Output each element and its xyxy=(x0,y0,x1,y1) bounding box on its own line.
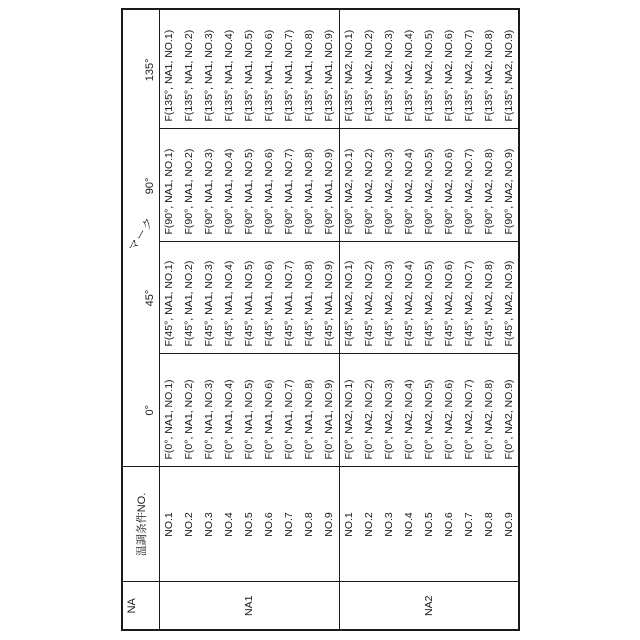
cell-f0: F(0°, NA1, NO.7) xyxy=(279,354,299,467)
cell-f90: F(90°, NA2, NO.1) xyxy=(339,129,359,242)
cell-f135: F(135°, NA1, NO.2) xyxy=(179,9,199,129)
cell-f90: F(90°, NA2, NO.3) xyxy=(379,129,399,242)
cell-f90: F(90°, NA2, NO.2) xyxy=(359,129,379,242)
table-row xyxy=(439,9,459,630)
table-row xyxy=(339,9,359,630)
cell-f45: F(45°, NA2, NO.4) xyxy=(399,242,419,354)
cell-f45: F(45°, NA1, NO.6) xyxy=(259,242,279,354)
cell-f135: F(135°, NA2, NO.5) xyxy=(419,9,439,129)
cell-f45: F(45°, NA2, NO.9) xyxy=(499,242,519,354)
cell-f0: F(0°, NA2, NO.1) xyxy=(339,354,359,467)
cell-f135: F(135°, NA2, NO.3) xyxy=(379,9,399,129)
table-row xyxy=(459,9,479,630)
condition-no-cell: NO.9 xyxy=(499,467,519,582)
cell-f135: F(135°, NA2, NO.9) xyxy=(499,9,519,129)
condition-no-cell: NO.6 xyxy=(439,467,459,582)
cell-f0: F(0°, NA2, NO.2) xyxy=(359,354,379,467)
cell-f90: F(90°, NA1, NO.7) xyxy=(279,129,299,242)
cell-f45: F(45°, NA1, NO.9) xyxy=(319,242,339,354)
cell-f90: F(90°, NA1, NO.8) xyxy=(299,129,319,242)
cell-f135: F(135°, NA1, NO.9) xyxy=(319,9,339,129)
condition-no-cell: NO.7 xyxy=(459,467,479,582)
header-angle-45: 45° xyxy=(143,289,156,307)
table-row xyxy=(479,9,499,630)
cell-f90: F(90°, NA2, NO.9) xyxy=(499,129,519,242)
cell-f0: F(0°, NA2, NO.7) xyxy=(459,354,479,467)
table-row xyxy=(319,9,339,630)
condition-no-cell: NO.1 xyxy=(339,467,359,582)
header-angle-90: 90° xyxy=(143,177,156,195)
cell-f45: F(45°, NA1, NO.5) xyxy=(239,242,259,354)
cell-f0: F(0°, NA1, NO.6) xyxy=(259,354,279,467)
cell-f0: F(0°, NA1, NO.8) xyxy=(299,354,319,467)
cell-f135: F(135°, NA1, NO.4) xyxy=(219,9,239,129)
cell-f0: F(0°, NA2, NO.5) xyxy=(419,354,439,467)
cell-f45: F(45°, NA1, NO.7) xyxy=(279,242,299,354)
cell-f45: F(45°, NA1, NO.4) xyxy=(219,242,239,354)
cell-f135: F(135°, NA1, NO.5) xyxy=(239,9,259,129)
cell-f45: F(45°, NA2, NO.6) xyxy=(439,242,459,354)
cell-f45: F(45°, NA1, NO.3) xyxy=(199,242,219,354)
header-na: NA xyxy=(122,582,159,630)
cell-f0: F(0°, NA2, NO.6) xyxy=(439,354,459,467)
cell-f90: F(90°, NA2, NO.6) xyxy=(439,129,459,242)
condition-no-cell: NO.8 xyxy=(299,467,319,582)
cell-f90: F(90°, NA2, NO.4) xyxy=(399,129,419,242)
cell-f45: F(45°, NA2, NO.3) xyxy=(379,242,399,354)
condition-no-cell: NO.2 xyxy=(359,467,379,582)
cell-f45: F(45°, NA2, NO.7) xyxy=(459,242,479,354)
table-row xyxy=(279,9,299,630)
cell-f0: F(0°, NA1, NO.9) xyxy=(319,354,339,467)
condition-no-cell: NO.4 xyxy=(219,467,239,582)
cell-f0: F(0°, NA1, NO.1) xyxy=(159,354,179,467)
cell-f0: F(0°, NA1, NO.2) xyxy=(179,354,199,467)
header-condition-no: 温調条件NO. xyxy=(122,467,159,582)
condition-no-cell: NO.6 xyxy=(259,467,279,582)
cell-f0: F(0°, NA2, NO.8) xyxy=(479,354,499,467)
condition-no-cell: NO.4 xyxy=(399,467,419,582)
condition-no-cell: NO.9 xyxy=(319,467,339,582)
cell-f135: F(135°, NA2, NO.7) xyxy=(459,9,479,129)
cell-f135: F(135°, NA2, NO.8) xyxy=(479,9,499,129)
cell-f135: F(135°, NA2, NO.2) xyxy=(359,9,379,129)
cell-f90: F(90°, NA1, NO.3) xyxy=(199,129,219,242)
cell-f0: F(0°, NA1, NO.3) xyxy=(199,354,219,467)
table-row xyxy=(359,9,379,630)
cell-f90: F(90°, NA1, NO.2) xyxy=(179,129,199,242)
condition-no-cell: NO.3 xyxy=(379,467,399,582)
cell-f0: F(0°, NA2, NO.3) xyxy=(379,354,399,467)
cell-f90: F(90°, NA1, NO.9) xyxy=(319,129,339,242)
cell-f135: F(135°, NA2, NO.6) xyxy=(439,9,459,129)
cell-f135: F(135°, NA1, NO.3) xyxy=(199,9,219,129)
table-row xyxy=(299,9,319,630)
cell-f90: F(90°, NA2, NO.5) xyxy=(419,129,439,242)
cell-f90: F(90°, NA1, NO.4) xyxy=(219,129,239,242)
table-row xyxy=(159,9,179,630)
cell-f90: F(90°, NA1, NO.5) xyxy=(239,129,259,242)
cell-f0: F(0°, NA2, NO.4) xyxy=(399,354,419,467)
condition-no-cell: NO.7 xyxy=(279,467,299,582)
table-row xyxy=(419,9,439,630)
table-row xyxy=(499,9,519,630)
header-angle-135: 135° xyxy=(143,58,156,82)
mark-group-label: マーク xyxy=(126,215,157,254)
condition-no-cell: NO.5 xyxy=(239,467,259,582)
condition-no-cell: NO.1 xyxy=(159,467,179,582)
na-group-label: NA2 xyxy=(339,582,519,630)
header-mark-group xyxy=(122,9,159,467)
cell-f135: F(135°, NA1, NO.1) xyxy=(159,9,179,129)
table-row xyxy=(199,9,219,630)
cell-f45: F(45°, NA1, NO.1) xyxy=(159,242,179,354)
cell-f90: F(90°, NA2, NO.8) xyxy=(479,129,499,242)
rotated-table-container xyxy=(121,10,520,631)
cell-f45: F(45°, NA1, NO.8) xyxy=(299,242,319,354)
condition-mark-table xyxy=(121,8,520,631)
table-row xyxy=(399,9,419,630)
cell-f90: F(90°, NA1, NO.6) xyxy=(259,129,279,242)
table-row xyxy=(219,9,239,630)
table-row xyxy=(239,9,259,630)
condition-no-cell: NO.5 xyxy=(419,467,439,582)
cell-f90: F(90°, NA1, NO.1) xyxy=(159,129,179,242)
cell-f135: F(135°, NA1, NO.8) xyxy=(299,9,319,129)
cell-f135: F(135°, NA2, NO.1) xyxy=(339,9,359,129)
na-group-label: NA1 xyxy=(243,595,255,616)
cell-f0: F(0°, NA1, NO.4) xyxy=(219,354,239,467)
cell-f0: F(0°, NA2, NO.9) xyxy=(499,354,519,467)
cell-f45: F(45°, NA2, NO.5) xyxy=(419,242,439,354)
table-row xyxy=(259,9,279,630)
condition-no-cell: NO.3 xyxy=(199,467,219,582)
condition-no-cell: NO.8 xyxy=(479,467,499,582)
cell-f45: F(45°, NA2, NO.2) xyxy=(359,242,379,354)
header-row xyxy=(122,9,159,630)
cell-f0: F(0°, NA1, NO.5) xyxy=(239,354,259,467)
header-angle-0: 0° xyxy=(143,404,156,416)
cell-f90: F(90°, NA2, NO.7) xyxy=(459,129,479,242)
table-row xyxy=(179,9,199,630)
cell-f45: F(45°, NA2, NO.1) xyxy=(339,242,359,354)
cell-f135: F(135°, NA1, NO.7) xyxy=(279,9,299,129)
cell-f45: F(45°, NA1, NO.2) xyxy=(179,242,199,354)
cell-f135: F(135°, NA1, NO.6) xyxy=(259,9,279,129)
condition-no-cell: NO.2 xyxy=(179,467,199,582)
cell-f45: F(45°, NA2, NO.8) xyxy=(479,242,499,354)
table-row xyxy=(379,9,399,630)
cell-f135: F(135°, NA2, NO.4) xyxy=(399,9,419,129)
